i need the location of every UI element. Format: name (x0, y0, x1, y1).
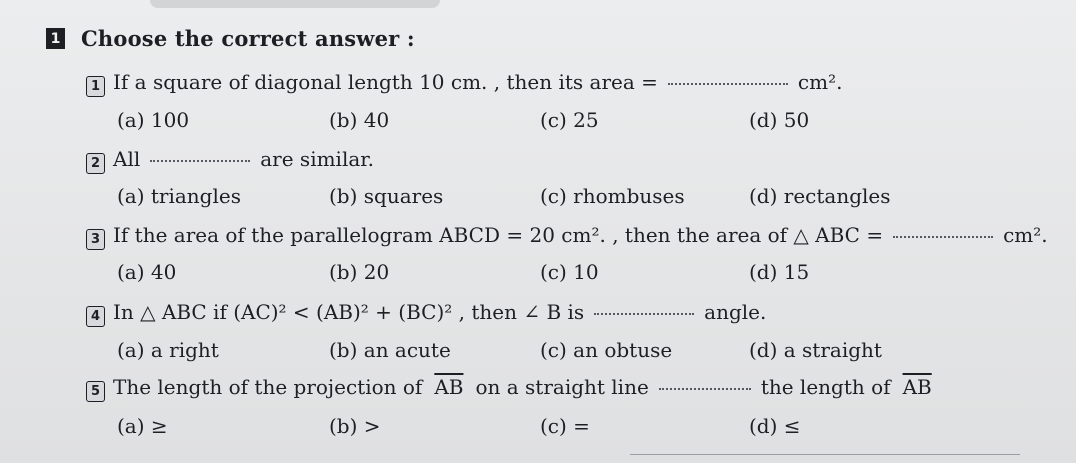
answer-blank[interactable] (893, 236, 993, 238)
option-a[interactable]: (a) 100 (117, 108, 190, 132)
answer-blank[interactable] (150, 160, 250, 162)
question-text: If a square of diagonal length 10 cm. , then its area = (113, 70, 658, 94)
question-text: If the area of the parallelogram ABCD = 20 cm². , then the area of △ ABC = (113, 223, 884, 247)
answer-blank[interactable] (668, 83, 788, 85)
segment-ab: $\overline{AB}$ (434, 375, 464, 399)
option-c[interactable]: (c) = (540, 414, 590, 438)
option-d[interactable]: (d) a straight (749, 338, 882, 362)
option-c[interactable]: (c) 10 (540, 260, 599, 284)
question-4 (86, 300, 766, 326)
option-d[interactable]: (d) 15 (749, 260, 810, 284)
option-c[interactable]: (c) 25 (540, 108, 599, 132)
question-3 (86, 223, 1048, 249)
question-text-end: cm². (1003, 223, 1048, 247)
question-text: In △ ABC if (AC)² < (AB)² + (BC)² , then ∠ B is (113, 300, 585, 324)
question-number-badge: 4 (86, 306, 105, 327)
option-b[interactable]: (b) squares (329, 184, 444, 208)
question-text: All (113, 147, 141, 171)
option-a[interactable]: (a) ≥ (117, 414, 168, 438)
question-text: The length of the projection of (113, 375, 423, 399)
section-number-badge: 1 (46, 28, 65, 49)
question-text-end: angle. (704, 300, 767, 324)
question-number-badge: 2 (86, 153, 105, 174)
question-5 (86, 375, 932, 401)
page-divider (630, 454, 1020, 455)
answer-blank[interactable] (659, 388, 751, 390)
question-text-mid: on a straight line (475, 375, 649, 399)
question-1 (86, 70, 842, 96)
answer-blank[interactable] (594, 313, 694, 315)
question-number-badge: 1 (86, 76, 105, 97)
page-top-shadow (150, 0, 440, 8)
question-text-end: are similar. (260, 147, 374, 171)
option-a[interactable]: (a) triangles (117, 184, 241, 208)
question-number-badge: 3 (86, 229, 105, 250)
question-text-end: the length of (760, 375, 891, 399)
segment-ab-end: $\overline{AB}$ (902, 375, 932, 399)
section-header (46, 26, 415, 51)
option-b[interactable]: (b) an acute (329, 338, 451, 362)
question-2 (86, 147, 374, 173)
option-b[interactable]: (b) 40 (329, 108, 390, 132)
option-a[interactable]: (a) a right (117, 338, 219, 362)
option-d[interactable]: (d) 50 (749, 108, 810, 132)
option-b[interactable]: (b) 20 (329, 260, 390, 284)
option-a[interactable]: (a) 40 (117, 260, 177, 284)
question-text-end: cm². (797, 70, 843, 94)
option-d[interactable]: (d) ≤ (749, 414, 801, 438)
question-number-badge: 5 (86, 381, 105, 402)
option-c[interactable]: (c) rhombuses (540, 184, 685, 208)
option-b[interactable]: (b) > (329, 414, 381, 438)
option-c[interactable]: (c) an obtuse (540, 338, 673, 362)
option-d[interactable]: (d) rectangles (749, 184, 891, 208)
section-title: Choose the correct answer : (81, 26, 415, 51)
